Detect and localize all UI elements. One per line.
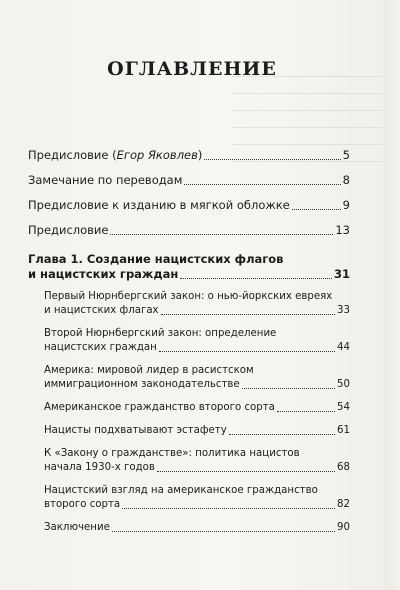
dot-leader	[157, 471, 335, 472]
toc-section-entry	[28, 447, 350, 475]
toc-section-entry	[28, 364, 350, 392]
dot-leader	[229, 434, 335, 435]
dot-leader	[242, 388, 335, 389]
entry-label: Предисловие	[28, 223, 109, 237]
toc-section-entry	[28, 327, 350, 355]
chapter-1-sections	[28, 290, 350, 535]
dot-leader	[204, 159, 340, 160]
author-name: Егор Яковлев	[116, 148, 198, 162]
entry-label: Предисловие (Егор Яковлев)	[28, 148, 203, 162]
page-number: 61	[337, 425, 350, 436]
toc-entry-preface-yakovlev	[28, 148, 350, 163]
page-number: 44	[337, 342, 350, 353]
page-number: 5	[342, 148, 350, 162]
page-edge	[384, 0, 400, 590]
dot-leader	[180, 278, 332, 279]
page-number: 90	[337, 522, 350, 533]
toc-section-entry	[28, 401, 350, 415]
page-number: 31	[333, 267, 350, 281]
toc-entry-translation-note	[28, 173, 350, 188]
toc-entry-softcover-preface	[28, 198, 350, 213]
section-title: Американское гражданство второго сорта	[44, 402, 275, 413]
section-title: второго сорта	[44, 499, 121, 510]
section-title: начала 1930-х годов	[44, 462, 155, 473]
toc-entry-preface	[28, 223, 350, 238]
page-number: 33	[337, 305, 350, 316]
dot-leader	[161, 314, 335, 315]
section-title: Нацистский взгляд на американское гражданство	[44, 485, 318, 496]
toc-section-entry	[28, 424, 350, 438]
section-title: Нацисты подхватывают эстафету	[44, 425, 227, 436]
page-number: 13	[335, 223, 350, 237]
section-title: иммиграционном законодательстве	[44, 379, 240, 390]
toc-section-entry	[28, 521, 350, 535]
chapter-title-line1: Глава 1. Создание нацистских флагов	[28, 252, 284, 266]
section-title: и нацистских флагах	[44, 305, 159, 316]
chapter-title-line2: и нацистских граждан	[28, 267, 179, 281]
page-number: 54	[337, 402, 350, 413]
section-title: нацистских граждан	[44, 342, 157, 353]
section-title: Америка: мировой лидер в расистском	[44, 365, 254, 376]
toc-section-entry	[28, 484, 350, 512]
section-title: Первый Нюрнбергский закон: о нью-йоркских евреях	[44, 291, 333, 302]
dot-leader	[159, 351, 335, 352]
section-title: Заключение	[44, 522, 110, 533]
page-title: ОГЛАВЛЕНИЕ	[107, 58, 277, 80]
entry-label: Предисловие к изданию в мягкой обложке	[28, 198, 290, 212]
page-number: 9	[342, 198, 350, 212]
dot-leader	[110, 234, 333, 235]
page-number: 50	[337, 379, 350, 390]
page-number: 68	[337, 462, 350, 473]
section-title: Второй Нюрнбергский закон: определение	[44, 328, 277, 339]
table-of-contents	[28, 148, 350, 544]
dot-leader	[292, 209, 341, 210]
entry-label: Замечание по переводам	[28, 173, 183, 187]
dot-leader	[112, 531, 335, 532]
dot-leader	[184, 184, 340, 185]
dot-leader	[122, 508, 335, 509]
section-title: К «Закону о гражданстве»: политика нацистов	[44, 448, 300, 459]
page-number: 8	[342, 173, 350, 187]
toc-section-entry	[28, 290, 350, 318]
toc-chapter-1	[28, 252, 350, 282]
dot-leader	[277, 411, 335, 412]
page-number: 82	[337, 499, 350, 510]
